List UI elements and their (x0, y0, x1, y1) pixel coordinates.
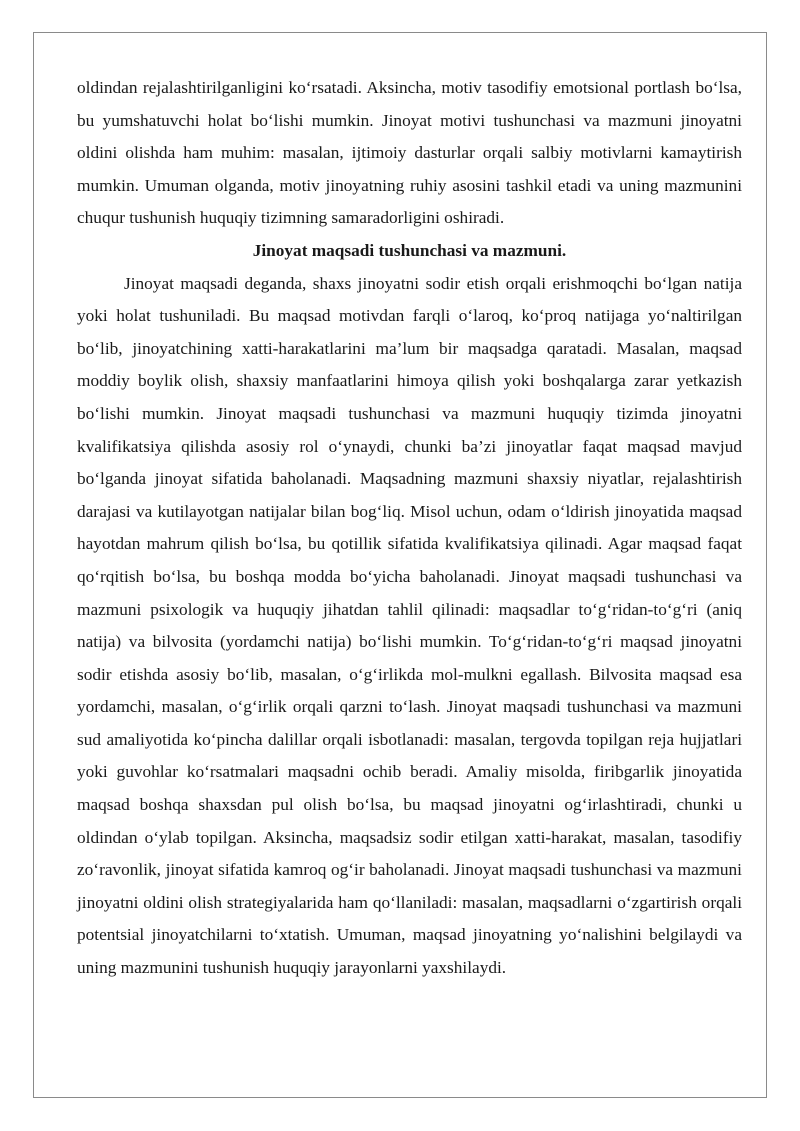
paragraph-main: Jinoyat maqsadi deganda, shaxs jinoyatni sodir etish orqali erishmoqchi bo‘lgan natija yoki holat tushuniladi. Bu maqsad motivdan farqli o‘laroq, ko‘proq natijaga yo‘naltirilgan bo‘lib, jinoyatchining xatti-harakatlarini ma’lum bir maqsadga qaratadi. Masalan, maqsad moddiy boylik olish, shaxsiy manfaatlarini himoya qilish yoki boshqalarga zarar yetkazish bo‘lishi mumkin. Jinoyat maqsadi tushunchasi va mazmuni huquqiy tizimda jinoyatni kvalifikatsiya qilishda asosiy rol o‘ynaydi, chunki ba’zi jinoyatlar faqat maqsad mavjud bo‘lganda jinoyat sifatida baholanadi. Maqsadning mazmuni shaxsiy niyatlar, rejalashtirish darajasi va kutilayotgan natijalar bilan bog‘liq. Misol uchun, odam o‘ldirish jinoyatida maqsad hayotdan mahrum qilish bo‘lsa, bu qotillik sifatida kvalifikatsiya qilinadi. Agar maqsad faqat qo‘rqitish bo‘lsa, bu boshqa modda bo‘yicha baholanadi. Jinoyat maqsadi tushunchasi va mazmuni psixologik va huquqiy jihatdan tahlil qilinadi: maqsadlar to‘g‘ridan-to‘g‘ri (aniq natija) va bilvosita (yordamchi natija) bo‘lishi mumkin. To‘g‘ridan-to‘g‘ri maqsad jinoyatni sodir etishda asosiy bo‘lib, masalan, o‘g‘irlikda mol-mulkni egallash. Bilvosita maqsad esa yordamchi, masalan, o‘g‘irlik orqali qarzni to‘lash. Jinoyat maqsadi tushunchasi va mazmuni sud amaliyotida ko‘pincha dalillar orqali isbotlanadi: masalan, tergovda topilgan reja hujjatlari yoki guvohlar ko‘rsatmalari maqsadni ochib beradi. Amaliy misolda, firibgarlik jinoyatida maqsad boshqa shaxsdan pul olish bo‘lsa, bu maqsad jinoyatni og‘irlashtiradi, chunki u oldindan o‘ylab topilgan. Aksincha, maqsadsiz sodir etilgan xatti-harakat, masalan, tasodifiy zo‘ravonlik, jinoyat sifatida kamroq og‘ir baholanadi. Jinoyat maqsadi tushunchasi va mazmuni jinoyatni oldini olish strategiyalarida ham qo‘llaniladi: masalan, maqsadlarni o‘zgartirish orqali potentsial jinoyatchilarni to‘xtatish. Umuman, maqsad jinoyatning yo‘nalishini belgilaydi va uning mazmunini tushunish huquqiy jarayonlarni yaxshilaydi. (77, 273, 742, 978)
section-heading: Jinoyat maqsadi tushunchasi va mazmuni. (252, 240, 567, 260)
paragraph-continuation: oldindan rejalashtirilganligini ko‘rsatadi. Aksincha, motiv tasodifiy emotsional portlash bo‘lsa, bu yumshatuvchi holat bo‘lishi mumkin. Jinoyat motivi tushunchasi va mazmuni jinoyatni oldini olishda ham muhim: masalan, ijtimoiy dasturlar orqali salbiy motivlarni kamaytirish mumkin. Umuman olganda, motiv jinoyatning ruhiy asosini tashkil etadi va uning mazmunini chuqur tushunish huquqiy tizimning samaradorligini oshiradi. (77, 78, 742, 228)
document-body (77, 72, 742, 985)
